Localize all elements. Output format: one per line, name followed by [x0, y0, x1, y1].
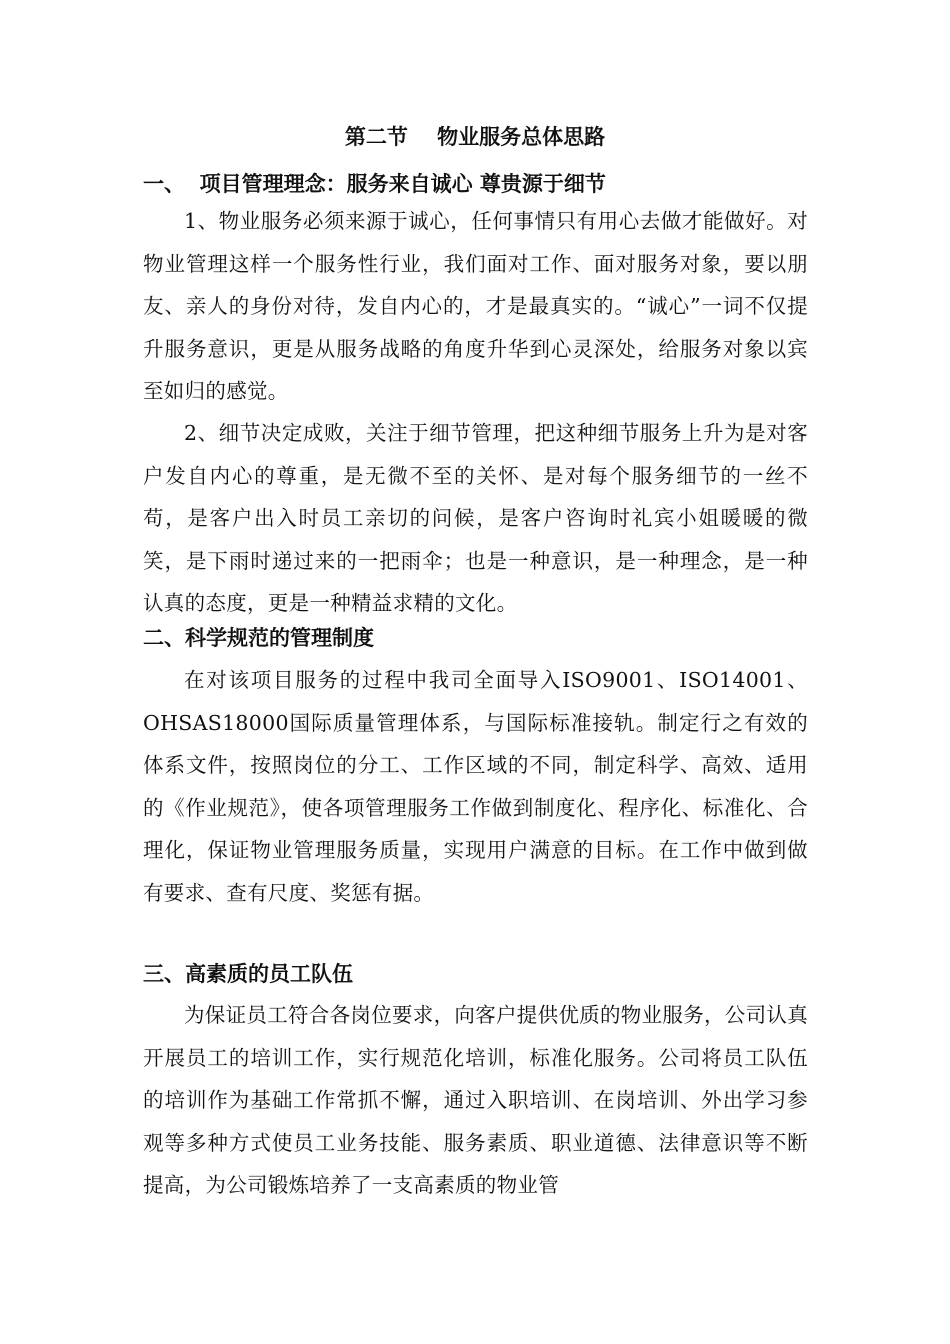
paragraph-staff-training: 为保证员工符合各岗位要求，向客户提供优质的物业服务，公司认真开展员工的培训工作，实行规范化培训，标准化服务。公司将员工队伍的培训作为基础工作常抓不懈，通过入职培训、在岗培训、外出学习参观等多种方式使员工业务技能、服务素质、职业道德、法律意识等不断提高，为公司锻炼培养了一支高素质的物业管: [143, 1003, 808, 1197]
heading-management-system: 二、科学规范的管理制度: [143, 626, 374, 650]
heading-management-concept: 一、 项目管理理念：服务来自诚心 尊贵源于细节: [143, 172, 606, 196]
section-title: 第二节 物业服务总体思路: [344, 125, 606, 149]
paragraph-quality-system: 在对该项目服务的过程中我司全面导入ISO9001、ISO14001、OHSAS18000国际质量管理体系，与国际标准接轨。制定行之有效的体系文件，按照岗位的分工、工作区域的不同，制定科学、高效、适用的《作业规范》，使各项管理服务工作做到制度化、程序化、标准化、合理化，保证物业管理服务质量，实现用户满意的目标。在工作中做到做有要求、查有尺度、奖惩有据。: [143, 668, 808, 905]
paragraph-sincerity: 1、物业服务必须来源于诚心，任何事情只有用心去做才能做好。对物业管理这样一个服务性行业，我们面对工作、面对服务对象，要以朋友、亲人的身份对待，发自内心的，才是最真实的。“诚心”一词不仅提升服务意识，更是从服务战略的角度升华到心灵深处，给服务对象以宾至如归的感觉。: [143, 209, 808, 403]
paragraph-details: 2、细节决定成败，关注于细节管理，把这种细节服务上升为是对客户发自内心的尊重，是无微不至的关怀、是对每个服务细节的一丝不苟，是客户出入时员工亲切的问候，是客户咨询时礼宾小姐暖暖的微笑，是下雨时递过来的一把雨伞；也是一种意识，是一种理念，是一种认真的态度，更是一种精益求精的文化。: [143, 421, 808, 615]
heading-staff-team: 三、高素质的员工队伍: [143, 962, 353, 986]
